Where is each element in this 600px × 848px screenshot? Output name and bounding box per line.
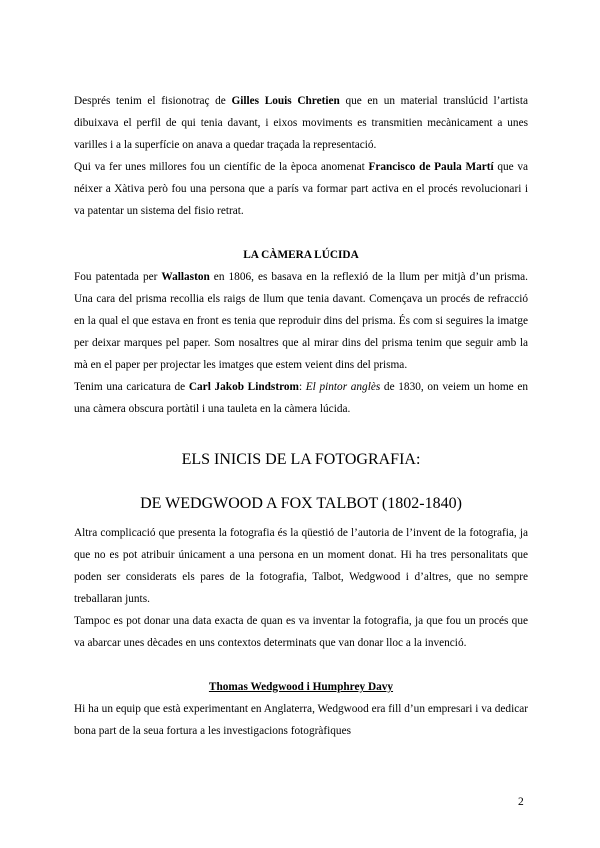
person-name-lindstrom: Carl Jakob Lindstrom bbox=[188, 381, 299, 393]
text: Qui va fer unes millores fou un científic de la època anomenat bbox=[74, 161, 369, 173]
person-name-marti: Francisco de Paula Martí bbox=[368, 161, 494, 173]
person-name-chretien: Gilles Louis Chretien bbox=[231, 95, 340, 107]
chapter-title: ELS INICIS DE LA FOTOGRAFIA: bbox=[181, 451, 421, 468]
page-number: 2 bbox=[518, 796, 524, 808]
text: que va néixer a Xàtiva però fou una persona que a parís va formar part activa en el procés revolucionari i va patentar un sistema del fisio retrat. bbox=[74, 161, 528, 217]
section-title-wedgwood-davy: Thomas Wedgwood i Humphrey Davy bbox=[208, 681, 394, 693]
paragraph-marti bbox=[74, 156, 528, 222]
text: de 1830, on veiem un home en una càmera obscura portàtil i una tauleta en la càmera lúcida. bbox=[74, 381, 528, 415]
paragraph-autoria: Altra complicació que presenta la fotografia és la qüestió de l’autoria de l’invent de la fotografia, ja que no es pot atribuir únicament a una persona en un moment donat. Hi ha tres personalitats que poden ser considerats els pares de la fotografia, Talbot, Wedgwood i d’altres, que no sempre treballaran junts. bbox=[74, 527, 528, 605]
text: Després tenim el fisionotraç de bbox=[74, 95, 232, 107]
paragraph-fisionotrac bbox=[74, 90, 528, 156]
text: Tenim una caricatura de bbox=[74, 381, 189, 393]
page-body bbox=[74, 90, 528, 742]
paragraph-data: Tampoc es pot donar una data exacta de quan es va inventar la fotografia, ja que fou un procés que va abarcar unes dècades en uns contextos determinats que van donar lloc a la invenció. bbox=[74, 615, 528, 649]
person-name-wallaston: Wallaston bbox=[161, 271, 210, 283]
text: : bbox=[298, 381, 306, 393]
artwork-title: El pintor anglès bbox=[305, 381, 381, 393]
text: que en un material translúcid l’artista dibuixava el perfil de qui tenia davant, i eixos moviments es transmitien mecànicament a unes varilles i a la superfície on anava a quedar traçada la representació. bbox=[74, 95, 528, 151]
paragraph-wallaston bbox=[74, 266, 528, 376]
paragraph-lindstrom bbox=[74, 376, 528, 420]
text: en 1806, es basava en la reflexió de la llum per mitjà d’un prisma. Una cara del prisma recollia els raigs de llum que tenia davant. Començava un procés de refracció en la qual el que estava en front es tenia que reproduir dins del prisma. És com si seguires la imatge per deixar marques pel paper. Som nosaltres que al mirar dins del prisma tenim que seguir amb la mà en el paper per projectar les imatges que estem veient dins del prisma. bbox=[74, 271, 528, 371]
section-title-camera-lucida: LA CÀMERA LÚCIDA bbox=[243, 249, 359, 261]
chapter-subtitle: DE WEDGWOOD A FOX TALBOT (1802-1840) bbox=[140, 495, 462, 512]
paragraph-equip: Hi ha un equip que està experimentant en Anglaterra, Wedgwood era fill d’un empresari i va dedicar bona part de la seua fortura a les investigacions fotogràfiques bbox=[74, 703, 528, 737]
text: Fou patentada per bbox=[74, 271, 162, 283]
